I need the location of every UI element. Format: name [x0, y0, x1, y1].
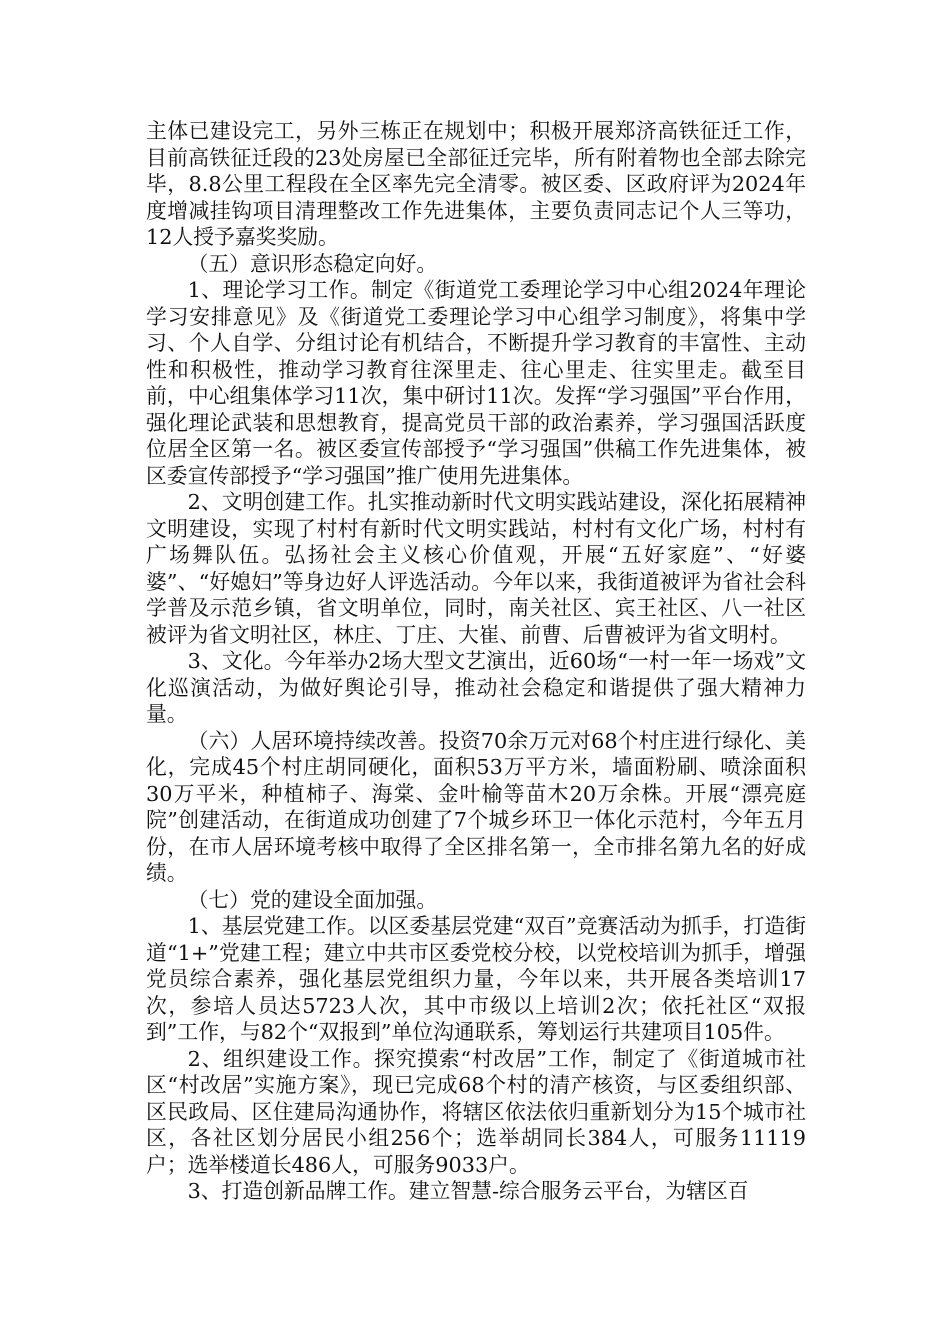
- paragraph-innovation-brand: 3、打造创新品牌工作。建立智慧-综合服务云平台，为辖区百: [187, 1179, 749, 1203]
- heading-ideology: （五）意识形态稳定向好。: [187, 251, 438, 276]
- paragraph-civilization: 2、文明创建工作。扎实推动新时代文明实践站建设，深化拓展精神文明建设，实现了村村有新时代文明实践站，村村有文化广场，村村有广场舞队伍。弘扬社会主义核心价值观，开展“五好家庭”、“好婆婆”、“好媳妇”等身边好人评选活动。今年以来，我街道被评为省社会科学普及示范乡镇，省文明单位，同时，南关社区、宾王社区、八一社区被评为省文明社区，林庄、丁庄、大崔、前曹、后曹被评为省文明村。: [146, 490, 806, 647]
- paragraph-living-environment: （六）人居环境持续改善。投资70余万元对68个村庄进行绿化、美化，完成45个村庄胡同硬化，面积53万平方米，墙面粉刷、喷涂面积30万平米，种植柿子、海棠、金叶榆等苗木20万余株。开展“漂亮庭院”创建活动，在街道成功创建了7个城乡环卫一体化示范村，今年五月份，在市人居环境考核中取得了全区排名第一，全市排名第九名的好成绩。: [146, 728, 806, 885]
- paragraph-project-completion: 主体已建设完工，另外三栋正在规划中；积极开展郑济高铁征迁工作，目前高铁征迁段的23处房屋已全部征迁完毕，所有附着物也全部去除完毕，8.8公里工程段在全区率先完全清零。被区委、区政府评为2024年度增减挂钩项目清理整改工作先进集体，主要负责同志记个人三等功，12人授予嘉奖奖励。: [146, 119, 806, 249]
- paragraph-theory-study: 1、理论学习工作。制定《街道党工委理论学习中心组2024年理论学习安排意见》及《街道党工委理论学习中心组学习制度》，将集中学习、个人自学、分组讨论有机结合，不断提升学习教育的丰富性、主动性和积极性，推动学习教育往深里走、往心里走、往实里走。截至目前，中心组集体学习11次，集中研讨11次。发挥“学习强国”平台作用，强化理论武装和思想教育，提高党员干部的政治素养，学习强国活跃度位居全区第一名。被区委宣传部授予“学习强国”供稿工作先进集体，被区委宣传部授予“学习强国”推广使用先进集体。: [146, 278, 806, 488]
- paragraph-culture: 3、文化。今年举办2场大型文艺演出，近60场“一村一年一场戏”文化巡演活动，为做好舆论引导，推动社会稳定和谐提供了强大精神力量。: [146, 649, 806, 726]
- paragraph-organization: 2、组织建设工作。探究摸索“村改居”工作，制定了《街道城市社区“村改居”实施方案》，现已完成68个村的清产核资，与区委组织部、区民政局、区住建局沟通协作，将辖区依法依归重新划分为15个城市社区，各社区划分居民小组256个；选举胡同长384人，可服务11119户；选举楼道长486人，可服务9033户。: [146, 1046, 806, 1177]
- heading-party-building: （七）党的建设全面加强。: [187, 887, 438, 912]
- document-body: [146, 118, 806, 1205]
- paragraph-grassroots-party: 1、基层党建工作。以区委基层党建“双百”竞赛活动为抓手，打造街道“1+”党建工程；建立中共市区委党校分校，以党校培训为抓手，增强党员综合素养，强化基层党组织力量，今年以来，共开展各类培训17次，参培人员达5723人次，其中市级以上培训2次；依托社区“双报到”工作，与82个“双报到”单位沟通联系，筹划运行共建项目105件。: [146, 914, 806, 1044]
